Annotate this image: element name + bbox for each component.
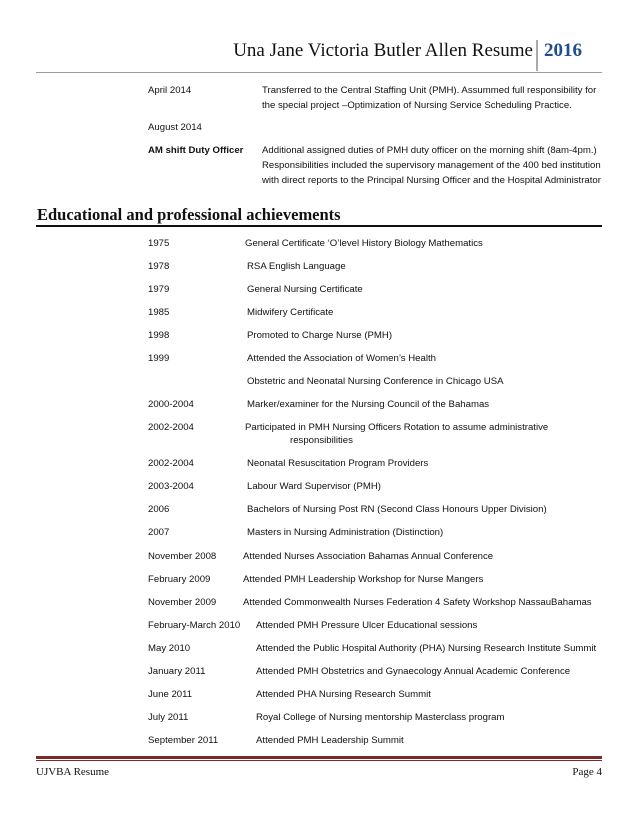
- achievement-date: January 2011: [148, 666, 206, 677]
- resume-header-title: Una Jane Victoria Butler Allen Resume: [233, 40, 533, 61]
- achievement-text: Participated in PMH Nursing Officers Rotation to assume administrative: [245, 422, 549, 433]
- footer-rule-thin: [36, 760, 602, 761]
- achievement-text: Attended Commonwealth Nurses Federation 4 Safety Workshop NassauBahamas: [243, 597, 592, 608]
- achievement-date: May 2010: [148, 643, 191, 654]
- achievement-text: Attended PMH Obstetrics and Gynaecology Annual Academic Conference: [256, 666, 571, 677]
- achievement-date: 2002-2004: [148, 422, 194, 433]
- achievement-date: 2000-2004: [148, 399, 194, 410]
- achievement-text: Marker/examiner for the Nursing Council of the Bahamas: [247, 399, 490, 410]
- achievement-text: Attended PMH Pressure Ulcer Educational sessions: [256, 620, 478, 631]
- footer-rule: [36, 756, 602, 759]
- achievement-text: Attended the Public Hospital Authority (PHA) Nursing Research Institute Summit: [256, 643, 597, 654]
- section-rule: [36, 225, 602, 227]
- achievement-date: 2006: [148, 504, 170, 515]
- achievement-date: 2003-2004: [148, 481, 194, 492]
- achievement-date: June 2011: [148, 689, 193, 700]
- achievement-text: Midwifery Certificate: [247, 307, 334, 318]
- experience-date: AM shift Duty Officer: [148, 145, 244, 156]
- achievement-date: November 2009: [148, 597, 217, 608]
- achievement-text: General Certificate ‘O’level History Biology Mathematics: [245, 238, 483, 249]
- achievement-text: Attended the Association of Women’s Health: [247, 353, 436, 364]
- header-separator: [536, 40, 538, 71]
- achievement-text: Labour Ward Supervisor (PMH): [247, 481, 381, 492]
- achievement-text: Obstetric and Neonatal Nursing Conference in Chicago USA: [247, 376, 504, 387]
- achievement-date: 1978: [148, 261, 170, 272]
- achievement-text-continued: responsibilities: [290, 435, 353, 446]
- achievement-date: 2007: [148, 527, 170, 538]
- experience-text: Transferred to the Central Staffing Unit (PMH). Assummed full responsibility for the special project –Optimization of Nursing Service Scheduling Practice.: [262, 85, 597, 111]
- experience-date: April 2014: [148, 85, 192, 96]
- footer-label: UJVBA Resume: [36, 766, 110, 778]
- achievement-date: 1998: [148, 330, 170, 341]
- achievement-text: Attended Nurses Association Bahamas Annual Conference: [243, 551, 494, 562]
- achievement-date: November 2008: [148, 551, 217, 562]
- achievement-date: February 2009: [148, 574, 211, 585]
- experience-text: Additional assigned duties of PMH duty officer on the morning shift (8am-4pm.) Responsibilities included the supervisory management of the 400 bed institution with direct reports to the Principal Nursing Officer and the Hospital Administrator: [262, 145, 601, 186]
- achievement-text: Attended PMH Leadership Summit: [256, 735, 404, 746]
- achievement-date: 1999: [148, 353, 170, 364]
- experience-date: August 2014: [148, 122, 202, 133]
- achievement-date: 2002-2004: [148, 458, 194, 469]
- achievement-text: General Nursing Certificate: [247, 284, 363, 295]
- resume-header-year: 2016: [544, 40, 582, 61]
- achievement-date: 1985: [148, 307, 170, 318]
- header-rule: [36, 72, 602, 73]
- achievement-text: Attended PHA Nursing Research Summit: [256, 689, 431, 700]
- achievement-text: Neonatal Resuscitation Program Providers: [247, 458, 429, 469]
- achievement-date: July 2011: [148, 712, 189, 723]
- achievement-date: February-March 2010: [148, 620, 241, 631]
- achievement-text: RSA English Language: [247, 261, 346, 272]
- achievement-text: Attended PMH Leadership Workshop for Nurse Mangers: [243, 574, 484, 585]
- section-title: Educational and professional achievements: [37, 205, 341, 224]
- achievement-date: 1975: [148, 238, 170, 249]
- achievement-date: 1979: [148, 284, 170, 295]
- achievement-text: Promoted to Charge Nurse (PMH): [247, 330, 393, 341]
- achievement-text: Royal College of Nursing mentorship Masterclass program: [256, 712, 505, 723]
- page-number: Page 4: [572, 766, 602, 778]
- achievement-text: Bachelors of Nursing Post RN (Second Class Honours Upper Division): [247, 504, 547, 515]
- achievement-text: Masters in Nursing Administration (Distinction): [247, 527, 444, 538]
- achievement-date: September 2011: [148, 735, 219, 746]
